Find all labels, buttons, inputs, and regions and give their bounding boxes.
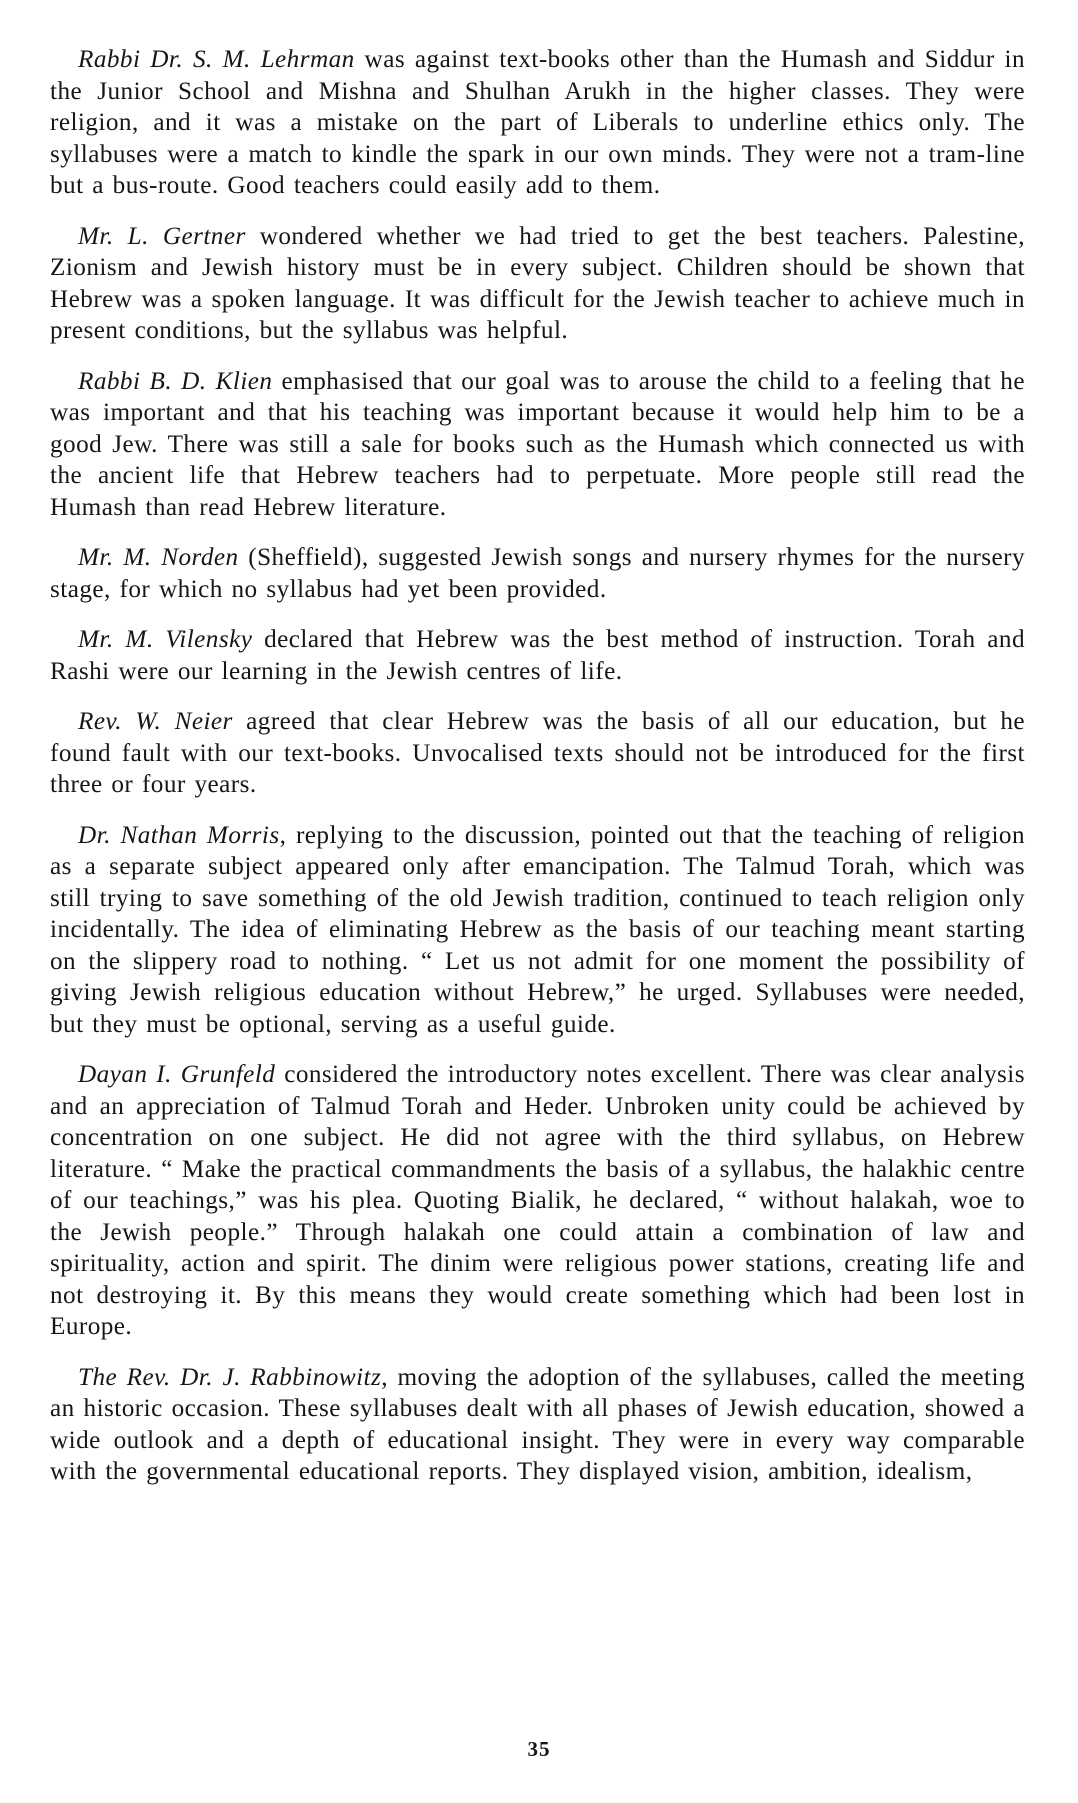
paragraph-grunfeld [50, 1059, 1025, 1343]
speaker-name: Mr. M. Vilensky [78, 626, 253, 653]
paragraph-gertner [50, 221, 1025, 347]
page-number: 35 [527, 1737, 551, 1761]
paragraph-vilensky [50, 624, 1025, 687]
paragraph-rabbinowitz [50, 1362, 1025, 1488]
paragraph-morris [50, 820, 1025, 1041]
paragraph-neier [50, 706, 1025, 801]
paragraph-klien [50, 366, 1025, 524]
paragraph-text: was against text-books other than the Humash and Siddur in the Junior School and Mishna and Shulhan Arukh in the higher classes. They were religion, and it was a mistake on the part of Liberals to underline ethics only. The syllabuses were a match to kindle the spark in our own minds. They were not a tram-line but a bus-route. Good teachers could easily add to them. [50, 46, 1026, 199]
paragraph-text: , replying to the discussion, pointed out that the teaching of religion as a separate subject appeared only after emancipation. The Talmud Torah, which was still trying to save something of the old Jewish tradition, continued to teach religion only incidentally. The idea of eliminating Hebrew as the basis of our teaching meant starting on the slippery road to nothing. “ Let us not admit for one moment the possibility of giving Jewish religious education without Hebrew,” he urged. Syllabuses were needed, but they must be optional, serving as a useful guide. [50, 821, 1025, 1038]
speaker-name: The Rev. Dr. J. Rabbinowitz [78, 1363, 382, 1391]
paragraph-text: (Sheffield), suggested Jewish songs and nursery rhymes for the nursery stage, for which no syllabus had yet been provided. [50, 544, 1025, 603]
speaker-name: Rev. W. Neier [78, 708, 233, 735]
paragraph-text: considered the introductory notes excellent. There was clear analysis and an appreciation of Talmud Torah and Heder. Unbroken unity could be achieved by concentration on one subject. He did not agree with the third syllabus, on Hebrew literature. “ Make the practical commandments the basis of a syllabus, the halakhic centre of our teachings,” was his plea. Quoting Bialik, he declared, “ without halakah, woe to the Jewish people.” Through halakah one could attain a combination of law and spirituality, action and spirit. The dinim were religious power stations, creating life and not destroying it. By this means they would create something which had been lost in Europe. [50, 1061, 1025, 1340]
paragraph-text: , moving the adoption of the syllabuses, called the meeting an historic occasion. These syllabuses dealt with all phases of Jewish education, showed a wide outlook and a depth of educational insight. They were in every way comparable with the governmental educational reports. They displayed vision, ambition, idealism, [50, 1363, 1025, 1485]
speaker-name: Rabbi Dr. S. M. Lehrman [78, 46, 355, 73]
page-body [50, 44, 1025, 1507]
paragraph-text: declared that Hebrew was the best method of instruction. Torah and Rashi were our learning in the Jewish centres of life. [50, 626, 1025, 685]
speaker-name: Rabbi B. D. Klien [78, 367, 273, 395]
paragraph-text: agreed that clear Hebrew was the basis of all our education, but he found fault with our text-books. Unvocalised texts should not be introduced for the first three or four years. [50, 708, 1025, 798]
paragraph-text: wondered whether we had tried to get the best teachers. Palestine, Zionism and Jewish history must be in every subject. Children should be shown that Hebrew was a spoken language. It was difficult for the Jewish teacher to achieve much in present conditions, but the syllabus was helpful. [50, 222, 1026, 344]
paragraph-lehrman [50, 44, 1025, 202]
speaker-name: Dayan I. Grunfeld [78, 1061, 276, 1088]
speaker-name: Mr. M. Norden [78, 544, 239, 571]
speaker-name: Mr. L. Gertner [78, 222, 246, 250]
paragraph-norden [50, 542, 1025, 605]
paragraph-text: emphasised that our goal was to arouse the child to a feeling that he was important and that his teaching was important because it would help him to be a good Jew. There was still a sale for books such as the Humash which connected us with the ancient life that Hebrew teachers had to perpetuate. More people still read the Humash than read Hebrew literature. [50, 367, 1025, 521]
speaker-name: Dr. Nathan Morris [78, 821, 280, 849]
